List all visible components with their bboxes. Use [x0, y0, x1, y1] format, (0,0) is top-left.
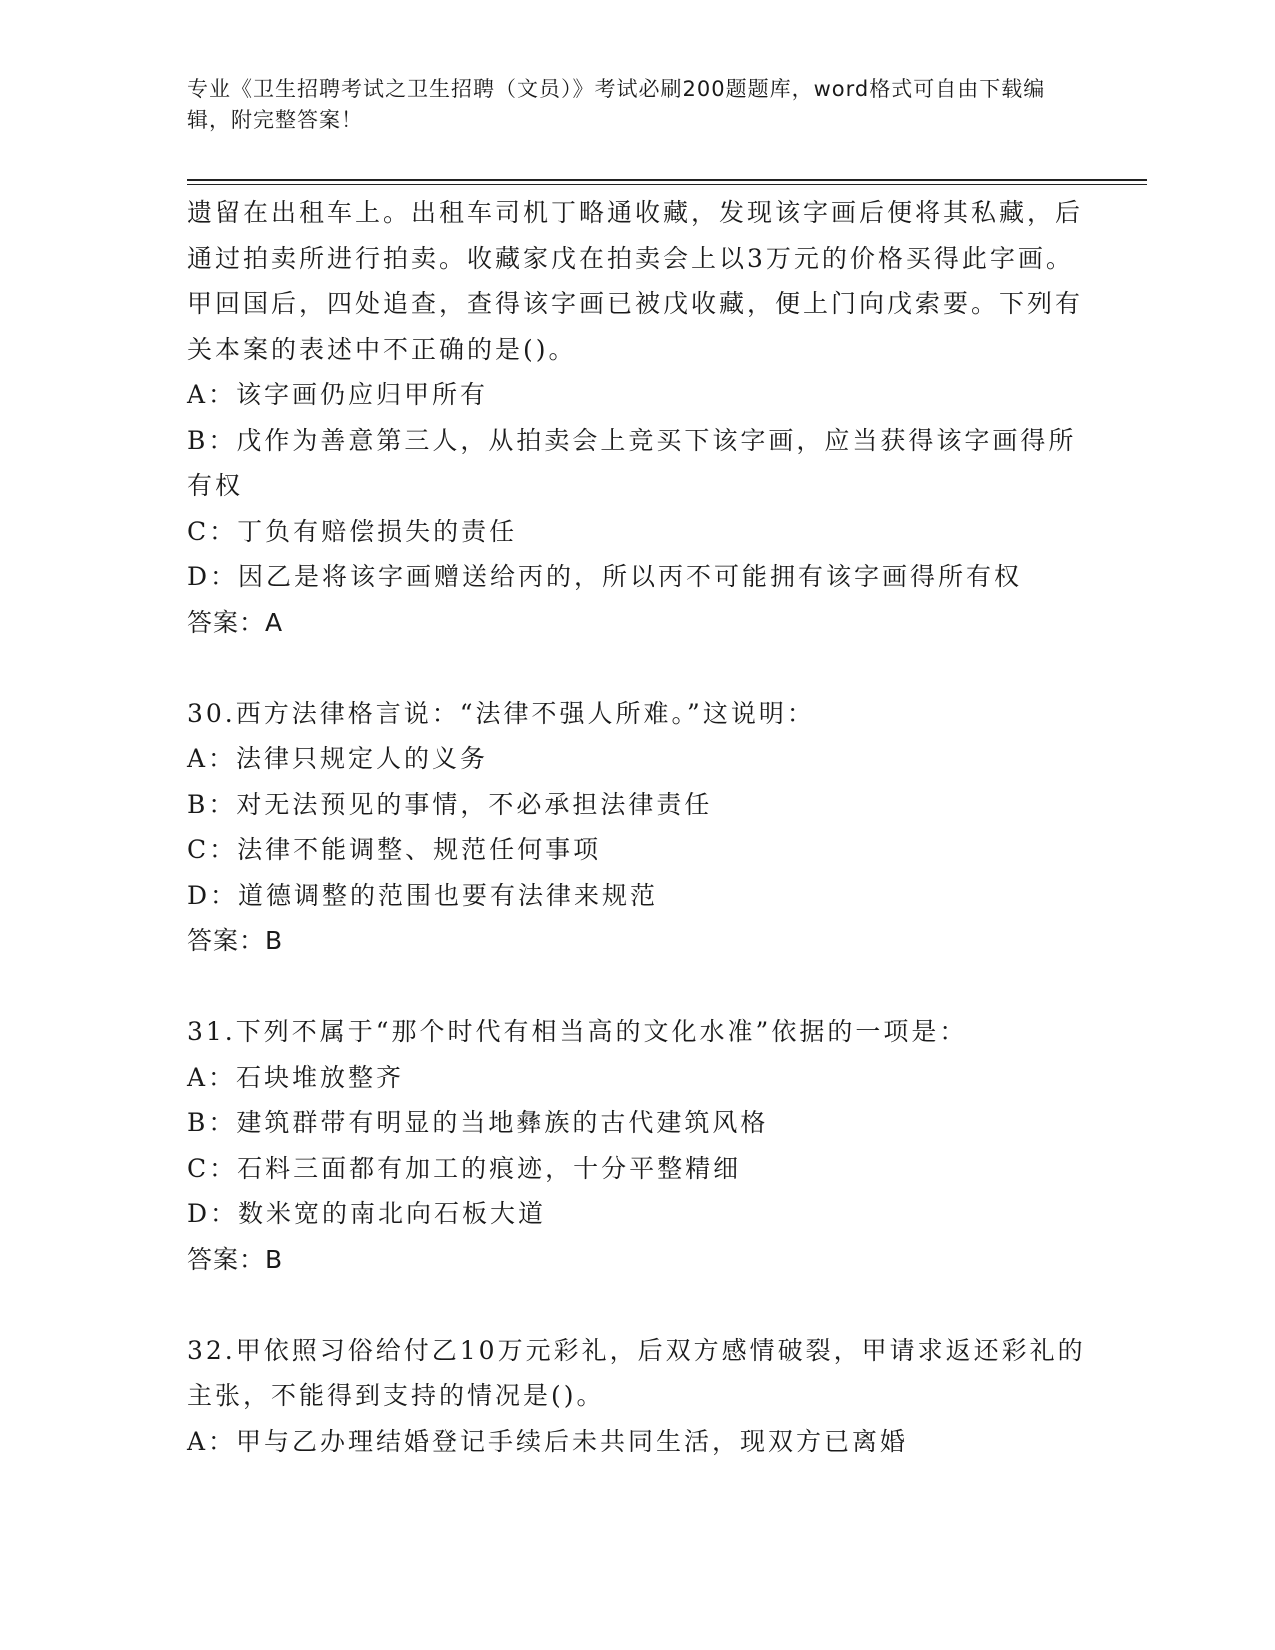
option-b: B：对无法预见的事情，不必承担法律责任 [187, 789, 713, 819]
question-stem: 遗留在出租车上。出租车司机丁略通收藏，发现该字画后便将其私藏，后通过拍卖所进行拍卖。收藏家戊在拍卖会上以3万元的价格买得此字画。甲回国后，四处追查，查得该字画已被戊收藏，便上门向戊索要。下列有关本案的表述中不正确的是()。 [187, 198, 1084, 364]
option-a: A：石块堆放整齐 [187, 1062, 405, 1092]
option-a: A：甲与乙办理结婚登记手续后未共同生活，现双方已离婚 [187, 1426, 909, 1456]
option-c: C：法律不能调整、规范任何事项 [187, 835, 602, 864]
document-header [187, 74, 1067, 136]
header-divider [187, 179, 1147, 181]
question-stem: 31.下列不属于“那个时代有相当高的文化水准”依据的一项是： [187, 1017, 968, 1046]
question-stem: 32.甲依照习俗给付乙10万元彩礼，后双方感情破裂，甲请求返还彩礼的主张，不能得到支持的情况是()。 [187, 1335, 1086, 1410]
option-b: B：建筑群带有明显的当地彝族的古代建筑风格 [187, 1108, 769, 1137]
option-c: C：丁负有赔偿损失的责任 [187, 516, 518, 546]
header-divider-thin [187, 184, 1147, 185]
question-29 [187, 190, 1087, 645]
option-c: C：石料三面都有加工的痕迹，十分平整精细 [187, 1153, 742, 1183]
question-31 [187, 1009, 1087, 1282]
option-b: B：戊作为善意第三人，从拍卖会上竞买下该字画，应当获得该字画得所有权 [187, 425, 1077, 500]
question-30 [187, 691, 1087, 964]
question-stem: 30.西方法律格言说：“法律不强人所难。”这说明： [187, 698, 815, 728]
option-d: D：因乙是将该字画赠送给丙的，所以丙不可能拥有该字画得所有权 [187, 562, 1023, 591]
option-a: A：该字画仍应归甲所有 [187, 380, 489, 409]
option-d: D：道德调整的范围也要有法律来规范 [187, 880, 659, 910]
question-32 [187, 1328, 1087, 1465]
answer: 答案：A [187, 607, 284, 637]
option-d: D：数米宽的南北向石板大道 [187, 1199, 547, 1228]
option-a: A：法律只规定人的义务 [187, 744, 489, 773]
document-body [187, 190, 1087, 1464]
answer: 答案：B [187, 926, 284, 955]
answer: 答案：B [187, 1244, 284, 1274]
header-title: 专业《卫生招聘考试之卫生招聘（文员）》考试必刷200题题库，word格式可自由下载编辑，附完整答案！ [187, 77, 1046, 132]
